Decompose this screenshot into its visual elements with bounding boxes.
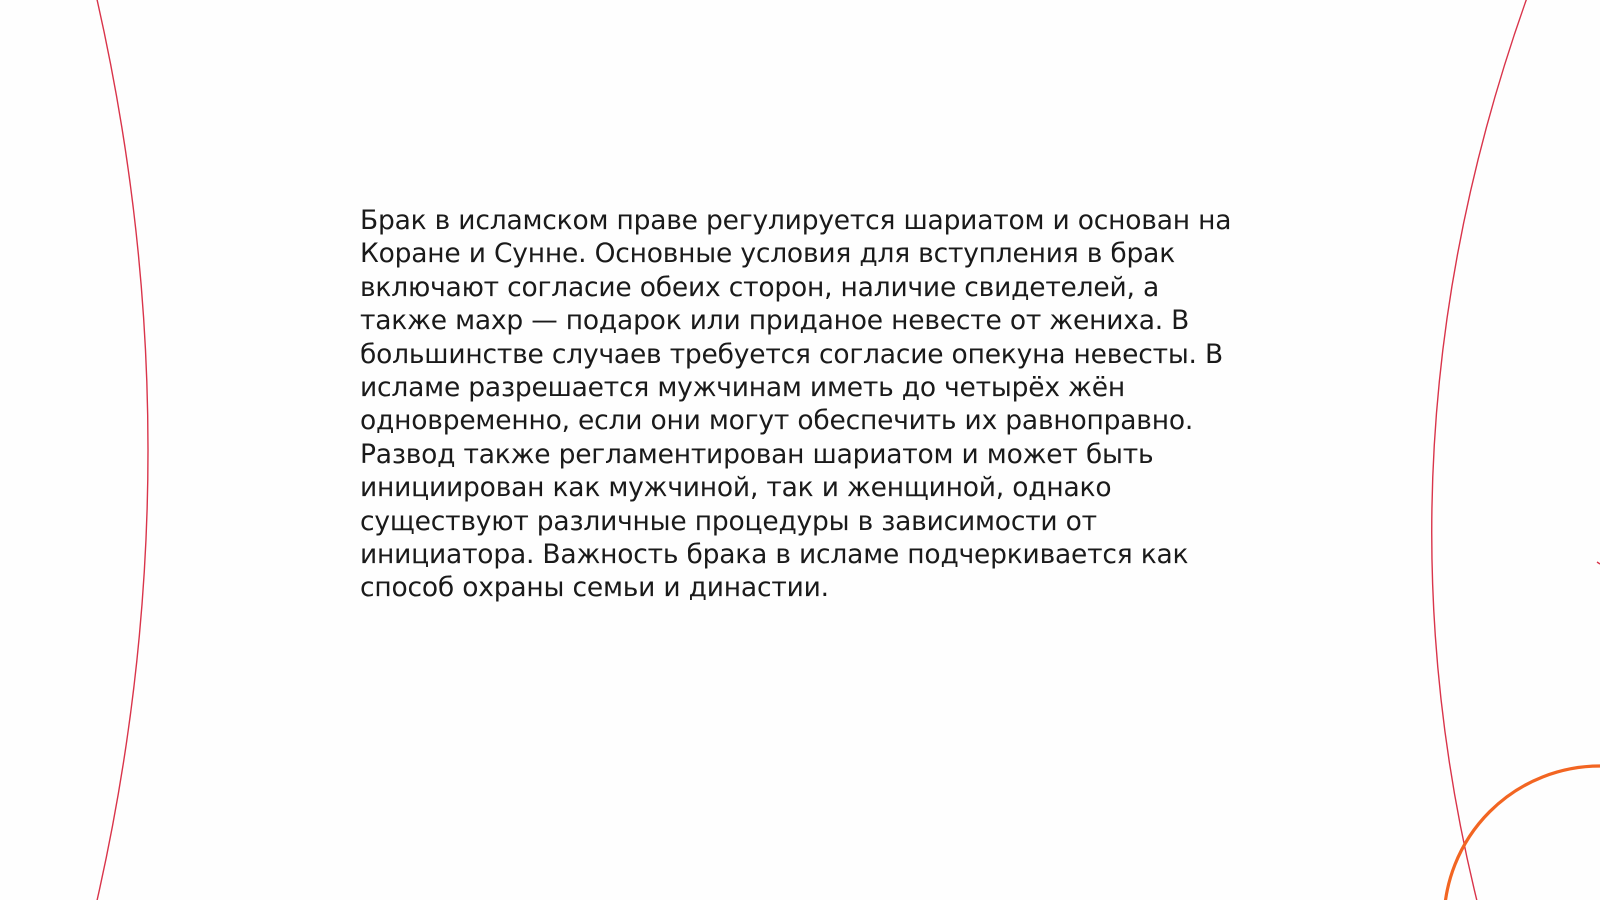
right-curve-line xyxy=(1432,0,1528,900)
body-text: Брак в исламском праве регулируется шариатом и основан на Коране и Сунне. Основные условия для вступления в брак включают согласие обеих сторон, наличие свидетелей, а также махр — подарок или приданое невесте от жениха. В большинстве случаев требуется согласие опекуна невесты. В исламе разрешается мужчинам иметь до четырёх жён одновременно, если они могут обеспечить их равноправно. Развод также регламентирован шариатом и может быть инициирован как мужчиной, так и женщиной, однако существуют различные процедуры в зависимости от инициатора. Важность брака в исламе подчеркивается как способ охраны семьи и династии. xyxy=(360,205,1232,604)
accent-circle-arc xyxy=(1444,766,1600,900)
left-curve-line xyxy=(96,0,148,900)
